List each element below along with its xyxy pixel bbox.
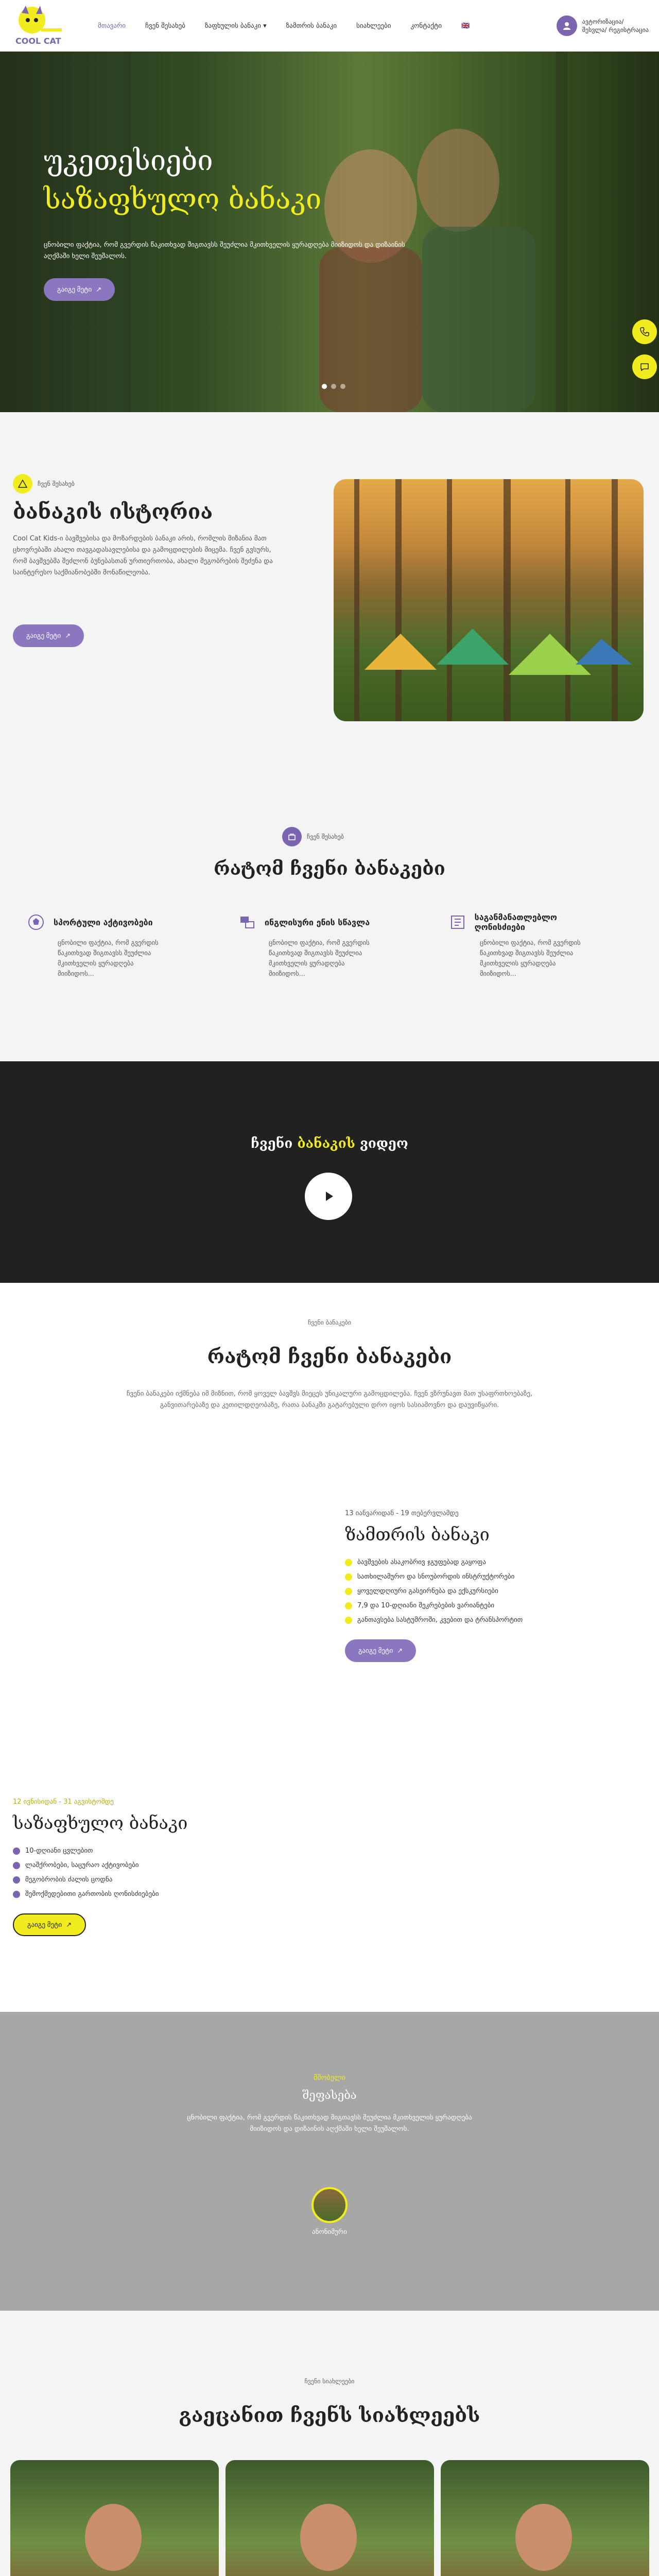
account-area[interactable] — [557, 15, 649, 36]
section-tag — [282, 827, 344, 846]
news-title: გაეცანით ჩვენს სიახლეებს — [179, 2403, 480, 2427]
video-title-part-3: ვიდეო — [355, 1136, 408, 1151]
news-card[interactable] — [226, 2460, 434, 2576]
nav-item-contact[interactable]: კონტაქტი — [410, 22, 442, 30]
button-label: გაიგე მეტი — [358, 1647, 393, 1654]
nav-item-winter-camp[interactable]: ზამთრის ბანაკი — [286, 22, 337, 30]
video-section — [0, 1061, 659, 1283]
button-label: გაიგე მეტი — [26, 632, 61, 639]
bullet-icon — [345, 1559, 352, 1566]
language-icon — [237, 912, 257, 933]
summer-camp-block — [13, 1798, 301, 1936]
arrow-icon: ↗ — [65, 632, 71, 639]
slider-dot[interactable] — [331, 384, 336, 389]
service-item — [26, 912, 180, 979]
camps-intro: ჩვენი ბანაკები იქმნება იმ მიზნით, რომ ყოველ ბავშვს მიეცეს უნიკალური გამოცდილება. ჩვენ ვზრუნავთ მათ უსაფრთხოებაზე, განვითარებაზე და კეთილდღეობაზე, რათა ბანაკში გატარებული დრო იყოს სასიამოვნო და დაუვიწყარი. — [126, 1390, 533, 1409]
feature-item — [345, 1587, 633, 1595]
warning-icon — [13, 474, 32, 494]
bullet-icon — [13, 1862, 20, 1869]
news-image — [441, 2460, 649, 2576]
language-flag-icon[interactable]: 🇬🇧 — [461, 22, 470, 30]
about-title: ბანაკის ისტორია — [13, 500, 213, 524]
play-icon — [321, 1189, 336, 1204]
news-tag: ჩვენი სიახლეები — [304, 2378, 355, 2385]
service-text: ცნობილი ფაქტია, რომ გვერდის წაკითხვად შიგთავსს შეუძლია მკითხველის ყურადღება მიიზიდოს... — [480, 939, 581, 977]
summer-camp-dates-text: 12 ივნისიდან - 31 აგვისტომდე — [13, 1798, 114, 1806]
feature-label: ლაშქრობები, საცურაო აქტივობები — [25, 1861, 139, 1869]
feature-label: ყოველდღიური გასეირნება და ექსკურსიები — [357, 1587, 498, 1595]
services-section — [0, 775, 659, 1061]
button-label: გაიგე მეტი — [27, 1921, 62, 1928]
service-item — [448, 912, 602, 979]
summer-camp-features — [13, 1847, 301, 1898]
feature-item — [13, 1890, 301, 1898]
service-title: სპორტული აქტივობები — [54, 917, 153, 927]
camps-tag: ჩვენი ბანაკები — [307, 1319, 352, 1326]
summer-camp-title: საზაფხულო ბანაკი — [13, 1813, 188, 1834]
logo[interactable] — [10, 3, 67, 49]
service-item — [237, 912, 391, 979]
camps-section — [0, 1283, 659, 2012]
feature-label: 10-დღიანი ცვლებით — [25, 1847, 93, 1855]
summer-camp-dates — [13, 1798, 301, 1806]
hero-description: ცნობილი ფაქტია, რომ გვერდის წაკითხვად შიგთავსს შეუძლია მკითხველის ყურადღება მიიზიდოს და დიზაინის აღქმაში ხელი შეუშალოს. — [44, 241, 405, 260]
feature-label: ბავშვების ასაკობრივ ჯგუფებად გაყოფა — [357, 1558, 486, 1566]
testimonial-section — [0, 2012, 659, 2311]
hero-slider-dots — [322, 384, 345, 389]
nav-item-label: ზაფხულის ბანაკი — [205, 22, 261, 30]
service-text: ცნობილი ფაქტია, რომ გვერდის წაკითხვად შიგთავსს შეუძლია მკითხველის ყურადღება მიიზიდოს... — [269, 939, 370, 977]
about-learn-more-button[interactable] — [13, 624, 84, 647]
bullet-icon — [345, 1602, 352, 1609]
about-section — [0, 412, 659, 775]
feature-label: 7,9 და 10-დღიანი შეკრებების ვარიანტები — [357, 1602, 495, 1609]
nav-item-about[interactable]: ჩვენ შესახებ — [145, 22, 185, 30]
account-line-2: შესვლა/ რეგისტრაცია — [582, 26, 649, 33]
bullet-icon — [13, 1876, 20, 1884]
video-title-part-2: ბანაკის — [297, 1136, 355, 1151]
arrow-icon: ↗ — [96, 285, 102, 293]
winter-camp-dates: 13 იანვარიდან - 19 თებერვლამდე — [345, 1510, 459, 1517]
arrow-icon: ↗ — [66, 1921, 72, 1928]
video-title — [0, 1136, 659, 1151]
feature-item — [13, 1847, 301, 1855]
testimonial-author-top: მშობელი — [313, 2074, 346, 2082]
logo-text: COOL CAT — [15, 36, 61, 46]
site-header — [0, 0, 659, 52]
feature-item — [13, 1876, 301, 1884]
news-card[interactable] — [10, 2460, 219, 2576]
chevron-down-icon: ▾ — [263, 22, 267, 30]
camps-title: რატომ ჩვენი ბანაკები — [207, 1345, 452, 1368]
book-icon — [448, 912, 467, 933]
user-icon[interactable] — [557, 15, 577, 36]
bullet-icon — [345, 1588, 352, 1595]
feature-item — [345, 1602, 633, 1609]
testimonial-author: ანონიმური — [312, 2228, 347, 2236]
services-title: რატომ ჩვენი ბანაკები — [214, 858, 445, 879]
winter-camp-button[interactable] — [345, 1639, 416, 1662]
video-title-part-1: ჩვენი — [251, 1136, 298, 1151]
arrow-icon: ↗ — [397, 1647, 403, 1654]
slider-dot[interactable] — [340, 384, 345, 389]
hero-title-line-1: უკეთესიები — [44, 144, 213, 177]
service-text: ცნობილი ფაქტია, რომ გვერდის წაკითხვად შიგთავსს შეუძლია მკითხველის ყურადღება მიიზიდოს... — [58, 939, 159, 977]
chat-icon[interactable] — [632, 354, 657, 379]
winter-camp-title: ზამთრის ბანაკი — [345, 1524, 490, 1545]
hero-learn-more-button[interactable] — [44, 278, 115, 301]
feature-item — [345, 1558, 633, 1566]
nav-item-news[interactable]: სიახლეები — [356, 22, 391, 30]
bag-icon — [282, 827, 302, 846]
avatar — [311, 2187, 348, 2223]
testimonial-label: შეფასება — [302, 2089, 357, 2102]
feature-item — [345, 1573, 633, 1581]
bullet-icon — [345, 1573, 352, 1581]
feature-item — [345, 1616, 633, 1624]
news-card[interactable] — [441, 2460, 649, 2576]
feature-label: შემოქმედებითი გართობის ღონისძიებები — [25, 1890, 159, 1898]
hero-title-line-2: საზაფხულო ბანაკი — [44, 183, 322, 215]
phone-icon[interactable] — [632, 319, 657, 344]
play-button[interactable] — [305, 1173, 352, 1220]
section-tag-label: ჩვენ შესახებ — [307, 833, 344, 840]
slider-dot[interactable] — [322, 384, 327, 389]
news-image — [10, 2460, 219, 2576]
account-line-1: ავტორიზაცია/ — [582, 18, 624, 25]
feature-item — [13, 1861, 301, 1869]
section-tag-label: ჩვენ შესახებ — [38, 480, 75, 487]
summer-camp-button[interactable] — [13, 1913, 86, 1936]
feature-label: სათხილამურო და სნოუბორდის ინსტრუქტორები — [357, 1573, 515, 1581]
service-title: საგანმანათლებლო ღონისძიები — [474, 912, 557, 932]
floating-actions — [630, 319, 659, 379]
hero-background-image — [0, 52, 659, 412]
bullet-icon — [13, 1891, 20, 1898]
camp-tents-image — [334, 479, 644, 721]
news-section — [0, 2311, 659, 2576]
news-image — [226, 2460, 434, 2576]
nav-item-summer-camp[interactable] — [205, 22, 267, 30]
football-icon — [26, 912, 46, 933]
main-nav — [98, 22, 470, 30]
testimonial-text: ცნობილი ფაქტია, რომ გვერდის წაკითხვად შიგთავსს შეუძლია მკითხველის ყურადღება მიიზიდოს და დიზაინის აღქმაში ხელი შეუშალოს. — [187, 2114, 472, 2133]
hero-section — [0, 52, 659, 412]
bullet-icon — [13, 1848, 20, 1855]
winter-camp-features — [345, 1558, 633, 1624]
bullet-icon — [345, 1617, 352, 1624]
feature-label: მეგობრობის ძალის ცოდნა — [25, 1876, 113, 1884]
feature-label: განთავსება სასტუმროში, კვებით და ტრანსპორტით — [357, 1616, 523, 1624]
section-tag — [13, 474, 75, 494]
nav-item-home[interactable]: მთავარი — [98, 22, 126, 30]
about-description: Cool Cat Kids-ი ბავშვებისა და მოზარდების ბანაკი არის, რომლის მიზანია მათ ცხოვრებაში ახალი თავგადასავლებისა და გამოცდილების მიცემა. ჩვენ გვსურს, რომ ბავშვებმა შეძლონ ბუნებასთან ურთიერთობა, ახალი მეგობრების შეძენა და საინტერესო საქმიანობებში მონაწილეობა. — [13, 535, 273, 577]
button-label: გაიგე მეტი — [57, 285, 92, 293]
service-title: ინგლისური ენის სწავლა — [265, 917, 370, 927]
winter-camp-block — [345, 1510, 633, 1662]
